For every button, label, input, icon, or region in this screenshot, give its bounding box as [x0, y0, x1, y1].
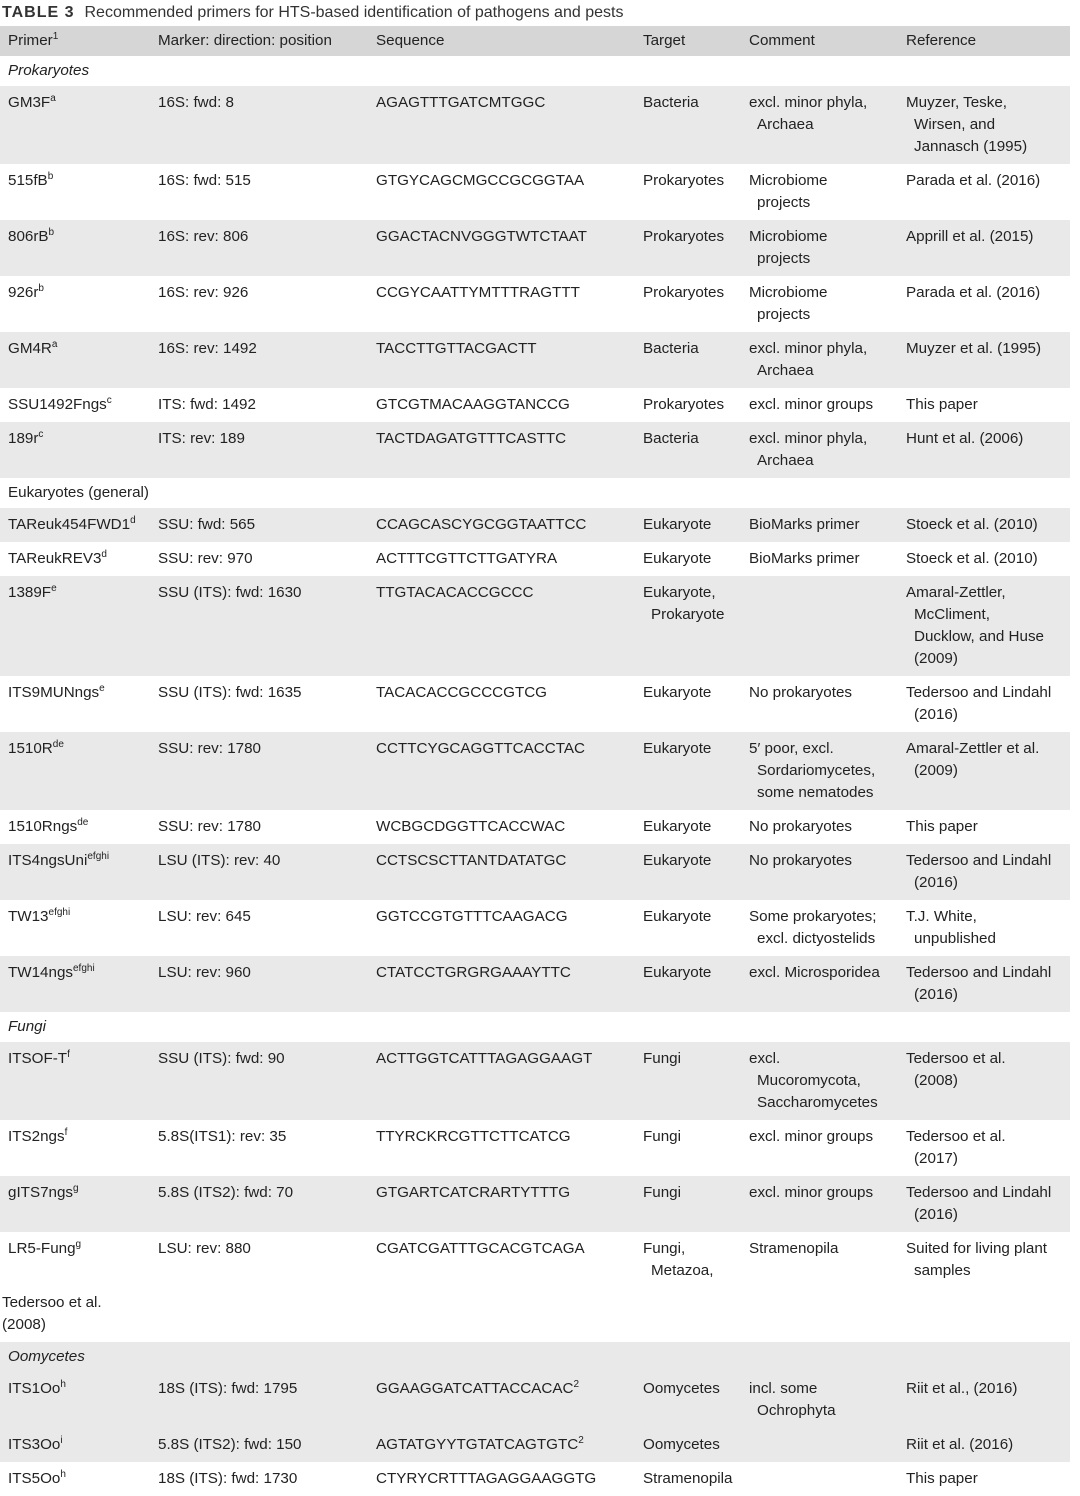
- cell-comment: [741, 1120, 898, 1176]
- cell-marker: 16S: rev: 1492: [150, 332, 368, 388]
- cell-target: [635, 1462, 741, 1496]
- comment-line: BioMarks primer: [749, 516, 860, 533]
- cell-target: [635, 576, 741, 676]
- cell-reference: [898, 164, 1070, 220]
- reference-line: McCliment,: [914, 606, 990, 623]
- target-line: Eukaryote: [643, 684, 712, 701]
- cell-comment: [741, 542, 898, 576]
- comment-line: Sordariomycetes,: [757, 762, 876, 779]
- cell-primer: SSU1492Fngs$^c$: [8, 394, 112, 413]
- target-line: Bacteria: [643, 340, 699, 357]
- target-line: Fungi: [643, 1050, 681, 1067]
- cell-comment: [741, 1372, 898, 1428]
- reference-line: T.J. White,: [906, 908, 977, 925]
- cell-target: [635, 956, 741, 1012]
- cell-reference: [898, 956, 1070, 1012]
- section-label: Fungi: [8, 1018, 46, 1035]
- cell-reference: [898, 1176, 1070, 1232]
- section-label: Eukaryotes (general): [8, 484, 149, 501]
- cell-comment: [741, 900, 898, 956]
- table-row: [0, 422, 1070, 478]
- cell-sequence: WCBGCDGGTTCACCWAC: [376, 818, 566, 835]
- cell-comment: [741, 388, 898, 422]
- target-line: Bacteria: [643, 94, 699, 111]
- cell-primer: $GM3F^a$: [0, 86, 150, 164]
- cell-target: [635, 220, 741, 276]
- comment-line: excl. minor groups: [749, 396, 874, 413]
- cell-sequence: AGTATGYYTGTATCAGTGTC$^2$: [368, 1428, 635, 1462]
- cell-comment: [741, 1042, 898, 1120]
- cell-marker: 18S (ITS): fwd: 1795: [150, 1372, 368, 1428]
- cell-sequence: TACACACCGCCCGTCG: [376, 684, 547, 701]
- cell-primer: ITS9MUNngs$^e$: [8, 682, 105, 701]
- cell-primer: TAReuk454FWD1$^d$: [0, 508, 150, 542]
- cell-primer: $TW13^{efghi}$: [8, 906, 71, 925]
- cell-marker: SSU: rev: 1780: [150, 732, 368, 810]
- reference-line: Parada et al. (2016): [906, 172, 1041, 189]
- cell-marker: 16S: fwd: 515: [158, 172, 251, 189]
- reference-line: This paper: [906, 818, 978, 835]
- table-row: [0, 1120, 1070, 1176]
- reference-line: Jannasch (1995): [914, 138, 1028, 155]
- comment-line: incl. some: [749, 1380, 818, 1397]
- cell-marker: ITS: fwd: 1492: [158, 396, 256, 413]
- comment-line: excl. minor phyla,: [749, 94, 868, 111]
- section-row-eukaryotes: [0, 478, 1070, 508]
- comment-line: No prokaryotes: [749, 818, 852, 835]
- target-line: Stramenopila: [643, 1470, 733, 1487]
- reference-line: Parada et al. (2016): [906, 284, 1041, 301]
- comment-line: No prokaryotes: [749, 684, 852, 701]
- table-row: [0, 1176, 1070, 1232]
- reference-line: Hunt et al. (2006): [906, 430, 1024, 447]
- cell-primer: $515fB^b$: [8, 170, 54, 189]
- cell-comment: [741, 276, 898, 332]
- cell-target: [635, 810, 741, 844]
- comment-line: Stramenopila: [749, 1240, 839, 1257]
- cell-reference: [898, 844, 1070, 900]
- cell-reference: [898, 542, 1070, 576]
- comment-line: excl. Microsporidea: [749, 964, 880, 981]
- target-line: Eukaryote: [643, 852, 712, 869]
- cell-sequence: CTYRYCRTTTAGAGGAAGGTG: [376, 1470, 597, 1487]
- reference-line: (2008): [914, 1072, 958, 1089]
- cell-primer: ITS4ngsUni$^{efghi}$: [0, 844, 150, 900]
- reference-line: This paper: [906, 1470, 978, 1487]
- table-row: [0, 900, 1070, 956]
- table-row: [0, 956, 1070, 1012]
- target-line: Prokaryotes: [643, 172, 725, 189]
- target-line: Eukaryote: [643, 818, 712, 835]
- cell-comment: [741, 1462, 898, 1496]
- cell-target: [635, 1120, 741, 1176]
- cell-target: [635, 332, 741, 388]
- reference-line: samples: [914, 1262, 971, 1279]
- cell-comment: [741, 1232, 898, 1288]
- cell-reference: [898, 576, 1070, 676]
- cell-comment: [741, 576, 898, 676]
- cell-primer: 1510Rngs$^{de}$: [8, 816, 89, 835]
- comment-line: excl. minor phyla,: [749, 430, 868, 447]
- comment-line: excl. minor groups: [749, 1184, 874, 1201]
- cell-reference: [898, 900, 1070, 956]
- overflow-reference-row: [0, 1288, 1070, 1342]
- cell-comment: [741, 956, 898, 1012]
- table-row: [0, 1042, 1070, 1120]
- cell-marker: 18S (ITS): fwd: 1730: [158, 1470, 298, 1487]
- reference-line: Tedersoo et al.: [906, 1128, 1006, 1145]
- reference-line: (2009): [914, 762, 958, 779]
- comment-line: excl. minor groups: [749, 1128, 874, 1145]
- cell-primer: TW14ngs$^{efghi}$: [0, 956, 150, 1012]
- cell-marker: 16S: rev: 806: [150, 220, 368, 276]
- table-row: [0, 1232, 1070, 1288]
- target-line: Eukaryote: [643, 908, 712, 925]
- reference-line: Stoeck et al. (2010): [906, 516, 1038, 533]
- comment-line: excl. dictyostelids: [757, 930, 876, 947]
- cell-primer: ITS3Oo$^i$: [0, 1428, 150, 1462]
- cell-sequence: TACTDAGATGTTTCASTTC: [368, 422, 635, 478]
- table-row: [0, 508, 1070, 542]
- cell-sequence: TACCTTGTTACGACTT: [368, 332, 635, 388]
- reference-line: Apprill et al. (2015): [906, 228, 1034, 245]
- target-line: Eukaryote: [643, 740, 712, 757]
- comment-line: Microbiome: [749, 228, 828, 245]
- reference-line: (2016): [914, 1206, 958, 1223]
- comment-line: Saccharomycetes: [757, 1094, 878, 1111]
- cell-sequence: CGATCGATTTGCACGTCAGA: [376, 1240, 585, 1257]
- cell-sequence: ACTTTCGTTCTTGATYRA: [376, 550, 558, 567]
- cell-primer: $806rB^b$: [0, 220, 150, 276]
- cell-comment: [741, 164, 898, 220]
- cell-reference: [898, 1372, 1070, 1428]
- target-line: Prokaryotes: [643, 396, 725, 413]
- cell-reference: [898, 1042, 1070, 1120]
- reference-line: Tedersoo and Lindahl: [906, 964, 1052, 981]
- cell-comment: [741, 1428, 898, 1462]
- cell-target: [635, 508, 741, 542]
- cell-target: [635, 422, 741, 478]
- target-line: Fungi: [643, 1128, 681, 1145]
- cell-target: [635, 164, 741, 220]
- target-line: Eukaryote: [643, 964, 712, 981]
- header-target: Target: [635, 26, 741, 56]
- target-line: Prokaryotes: [643, 284, 725, 301]
- table-label: TABLE 3: [2, 4, 75, 21]
- comment-line: 5′ poor, excl.: [749, 740, 834, 757]
- cell-primer: LR5-Fung$^g$: [8, 1238, 82, 1257]
- cell-comment: [741, 732, 898, 810]
- table-row: [0, 542, 1070, 576]
- cell-reference: [898, 388, 1070, 422]
- comment-line: BioMarks primer: [749, 550, 860, 567]
- reference-line: unpublished: [914, 930, 996, 947]
- section-label: Prokaryotes: [8, 62, 90, 79]
- cell-primer: ITS1Oo$^h$: [0, 1372, 150, 1428]
- cell-primer: $1510R^{de}$: [0, 732, 150, 810]
- cell-reference: [898, 1428, 1070, 1462]
- overflow-reference-line: (2008): [2, 1316, 46, 1333]
- cell-target: [635, 1428, 741, 1462]
- section-row-fungi: [0, 1012, 1070, 1042]
- primer-table: [0, 26, 1070, 1496]
- table-body: [0, 56, 1070, 1496]
- cell-target: [635, 1372, 741, 1428]
- cell-primer: $1389F^e$: [0, 576, 150, 676]
- cell-marker: SSU (ITS): fwd: 90: [150, 1042, 368, 1120]
- cell-marker: 5.8S(ITS1): rev: 35: [158, 1128, 287, 1145]
- table-row: [0, 276, 1070, 332]
- cell-marker: SSU: rev: 970: [158, 550, 253, 567]
- reference-line: (2016): [914, 706, 958, 723]
- cell-primer: TAReukREV3$^d$: [8, 548, 107, 567]
- cell-comment: [741, 422, 898, 478]
- cell-sequence: CCTTCYGCAGGTTCACCTAC: [368, 732, 635, 810]
- cell-marker: SSU (ITS): fwd: 1630: [150, 576, 368, 676]
- comment-line: projects: [757, 250, 811, 267]
- reference-line: Tedersoo et al.: [906, 1050, 1006, 1067]
- cell-marker: SSU (ITS): fwd: 1635: [158, 684, 302, 701]
- cell-sequence: GGTCCGTGTTTCAAGACG: [376, 908, 568, 925]
- reference-line: Tedersoo and Lindahl: [906, 1184, 1052, 1201]
- header-marker: Marker: direction: position: [150, 26, 368, 56]
- cell-sequence: TTYRCKRCGTTCTTCATCG: [376, 1128, 571, 1145]
- cell-marker: 16S: rev: 926: [158, 284, 249, 301]
- table-row: [0, 86, 1070, 164]
- cell-comment: [741, 508, 898, 542]
- cell-comment: [741, 220, 898, 276]
- reference-line: Muyzer, Teske,: [906, 94, 1008, 111]
- cell-reference: [898, 676, 1070, 732]
- cell-primer: ITS5Oo$^h$: [8, 1468, 66, 1487]
- comment-line: some nematodes: [757, 784, 874, 801]
- cell-reference: [898, 508, 1070, 542]
- reference-line: Tedersoo and Lindahl: [906, 684, 1052, 701]
- comment-line: Microbiome: [749, 172, 828, 189]
- cell-sequence: TTGTACACACCGCCC: [368, 576, 635, 676]
- reference-line: This paper: [906, 396, 978, 413]
- table-row: [0, 1428, 1070, 1462]
- cell-comment: [741, 810, 898, 844]
- reference-line: Stoeck et al. (2010): [906, 550, 1038, 567]
- cell-comment: [741, 332, 898, 388]
- table-row: [0, 844, 1070, 900]
- table-header: [0, 26, 1070, 56]
- reference-line: Ducklow, and Huse: [914, 628, 1045, 645]
- section-row-oomycetes: [0, 1342, 1070, 1372]
- comment-line: Microbiome: [749, 284, 828, 301]
- cell-marker: 5.8S (ITS2): fwd: 150: [150, 1428, 368, 1462]
- cell-marker: SSU: fwd: 565: [150, 508, 368, 542]
- reference-line: Amaral-Zettler et al.: [906, 740, 1040, 757]
- cell-primer: $189r^c$: [0, 422, 150, 478]
- cell-reference: [898, 1120, 1070, 1176]
- header-sequence: Sequence: [368, 26, 635, 56]
- cell-target: [635, 1042, 741, 1120]
- reference-line: (2017): [914, 1150, 958, 1167]
- cell-primer: $926r^b$: [8, 282, 44, 301]
- header-primer: Primer$^1$: [0, 26, 150, 56]
- comment-line: No prokaryotes: [749, 852, 852, 869]
- cell-comment: [741, 1176, 898, 1232]
- cell-sequence: GGACTACNVGGGTWTCTAAT: [368, 220, 635, 276]
- target-line: Prokaryotes: [643, 228, 725, 245]
- cell-target: [635, 276, 741, 332]
- reference-line: (2016): [914, 986, 958, 1003]
- cell-reference: [898, 422, 1070, 478]
- target-line: Metazoa,: [651, 1262, 714, 1279]
- reference-line: Muyzer et al. (1995): [906, 340, 1042, 357]
- cell-target: [635, 732, 741, 810]
- section-label: Oomycetes: [0, 1342, 1070, 1372]
- reference-line: Tedersoo and Lindahl: [906, 852, 1052, 869]
- cell-sequence: GTCGTMACAAGGTANCCG: [376, 396, 570, 413]
- cell-marker: LSU: rev: 645: [158, 908, 251, 925]
- table-row: [0, 220, 1070, 276]
- target-line: Eukaryote: [643, 550, 712, 567]
- target-line: Bacteria: [643, 430, 699, 447]
- table-row: [0, 1372, 1070, 1428]
- cell-sequence: ACTTGGTCATTTAGAGGAAGT: [368, 1042, 635, 1120]
- cell-target: [635, 86, 741, 164]
- comment-line: Some prokaryotes;: [749, 908, 877, 925]
- comment-line: Ochrophyta: [757, 1402, 836, 1419]
- cell-marker: LSU: rev: 880: [158, 1240, 251, 1257]
- cell-marker: SSU: rev: 1780: [158, 818, 261, 835]
- table-row: [0, 332, 1070, 388]
- cell-reference: [898, 86, 1070, 164]
- cell-target: [635, 1232, 741, 1288]
- cell-sequence: AGAGTTTGATCMTGGC: [368, 86, 635, 164]
- comment-line: projects: [757, 194, 811, 211]
- comment-line: projects: [757, 306, 811, 323]
- cell-comment: [741, 844, 898, 900]
- reference-line: Wirsen, and: [914, 116, 996, 133]
- cell-target: [635, 900, 741, 956]
- cell-sequence: CCTSCSCTTANTDATATGC: [368, 844, 635, 900]
- reference-line: Suited for living plant: [906, 1240, 1047, 1257]
- target-line: Oomycetes: [643, 1436, 720, 1453]
- cell-sequence: CCGYCAATTYMTTTRAGTTT: [376, 284, 580, 301]
- cell-comment: [741, 676, 898, 732]
- reference-line: Riit et al., (2016): [906, 1380, 1018, 1397]
- reference-line: (2009): [914, 650, 958, 667]
- comment-line: excl. minor phyla,: [749, 340, 868, 357]
- cell-reference: [898, 1232, 1070, 1288]
- cell-sequence: GTGARTCATCRARTYTTTG: [368, 1176, 635, 1232]
- reference-line: Riit et al. (2016): [906, 1436, 1014, 1453]
- table-title: Recommended primers for HTS-based identification of pathogens and pests: [84, 4, 624, 21]
- comment-line: Archaea: [757, 452, 814, 469]
- cell-reference: [898, 732, 1070, 810]
- cell-sequence: CCAGCASCYGCGGTAATTCC: [368, 508, 635, 542]
- section-row-prokaryotes: [0, 56, 1070, 86]
- cell-sequence: GTGYCAGCMGCCGCGGTAA: [376, 172, 585, 189]
- overflow-reference: [0, 1288, 1070, 1342]
- header-comment: Comment: [741, 26, 898, 56]
- table-row: [0, 676, 1070, 732]
- cell-primer: gITS7ngs$^g$: [0, 1176, 150, 1232]
- table-row: [0, 164, 1070, 220]
- table-caption: [0, 0, 1080, 26]
- cell-reference: [898, 1462, 1070, 1496]
- comment-line: Archaea: [757, 116, 814, 133]
- cell-marker: LSU: rev: 960: [150, 956, 368, 1012]
- comment-line: Archaea: [757, 362, 814, 379]
- cell-marker: 5.8S (ITS2): fwd: 70: [150, 1176, 368, 1232]
- header-reference: Reference: [898, 26, 1070, 56]
- reference-line: Amaral-Zettler,: [906, 584, 1006, 601]
- cell-reference: [898, 276, 1070, 332]
- cell-comment: [741, 86, 898, 164]
- target-line: Prokaryote: [651, 606, 725, 623]
- cell-marker: 16S: fwd: 8: [150, 86, 368, 164]
- reference-line: (2016): [914, 874, 958, 891]
- cell-marker: ITS: rev: 189: [150, 422, 368, 478]
- cell-sequence: GGAAGGATCATTACCACAC$^2$: [368, 1372, 635, 1428]
- target-line: Eukaryote: [643, 516, 712, 533]
- target-line: Oomycetes: [643, 1380, 720, 1397]
- cell-target: [635, 844, 741, 900]
- table-row: [0, 810, 1070, 844]
- cell-marker: LSU (ITS): rev: 40: [150, 844, 368, 900]
- cell-reference: [898, 810, 1070, 844]
- table-row: [0, 732, 1070, 810]
- cell-target: [635, 676, 741, 732]
- cell-primer: $GM4R^a$: [0, 332, 150, 388]
- cell-target: [635, 542, 741, 576]
- cell-target: [635, 1176, 741, 1232]
- target-line: Fungi,: [643, 1240, 686, 1257]
- cell-reference: [898, 220, 1070, 276]
- table-row: [0, 576, 1070, 676]
- comment-line: Mucoromycota,: [757, 1072, 861, 1089]
- cell-primer: ITSOF-$T^f$: [0, 1042, 150, 1120]
- cell-sequence: CTATCCTGRGRGAAAYTTC: [368, 956, 635, 1012]
- comment-line: excl.: [749, 1050, 781, 1067]
- overflow-reference-line: Tedersoo et al.: [2, 1294, 102, 1311]
- cell-reference: [898, 332, 1070, 388]
- target-line: Fungi: [643, 1184, 681, 1201]
- table-row: [0, 1462, 1070, 1496]
- cell-target: [635, 388, 741, 422]
- target-line: Eukaryote,: [643, 584, 716, 601]
- cell-primer: ITS2ngs$^f$: [8, 1126, 68, 1145]
- table-row: [0, 388, 1070, 422]
